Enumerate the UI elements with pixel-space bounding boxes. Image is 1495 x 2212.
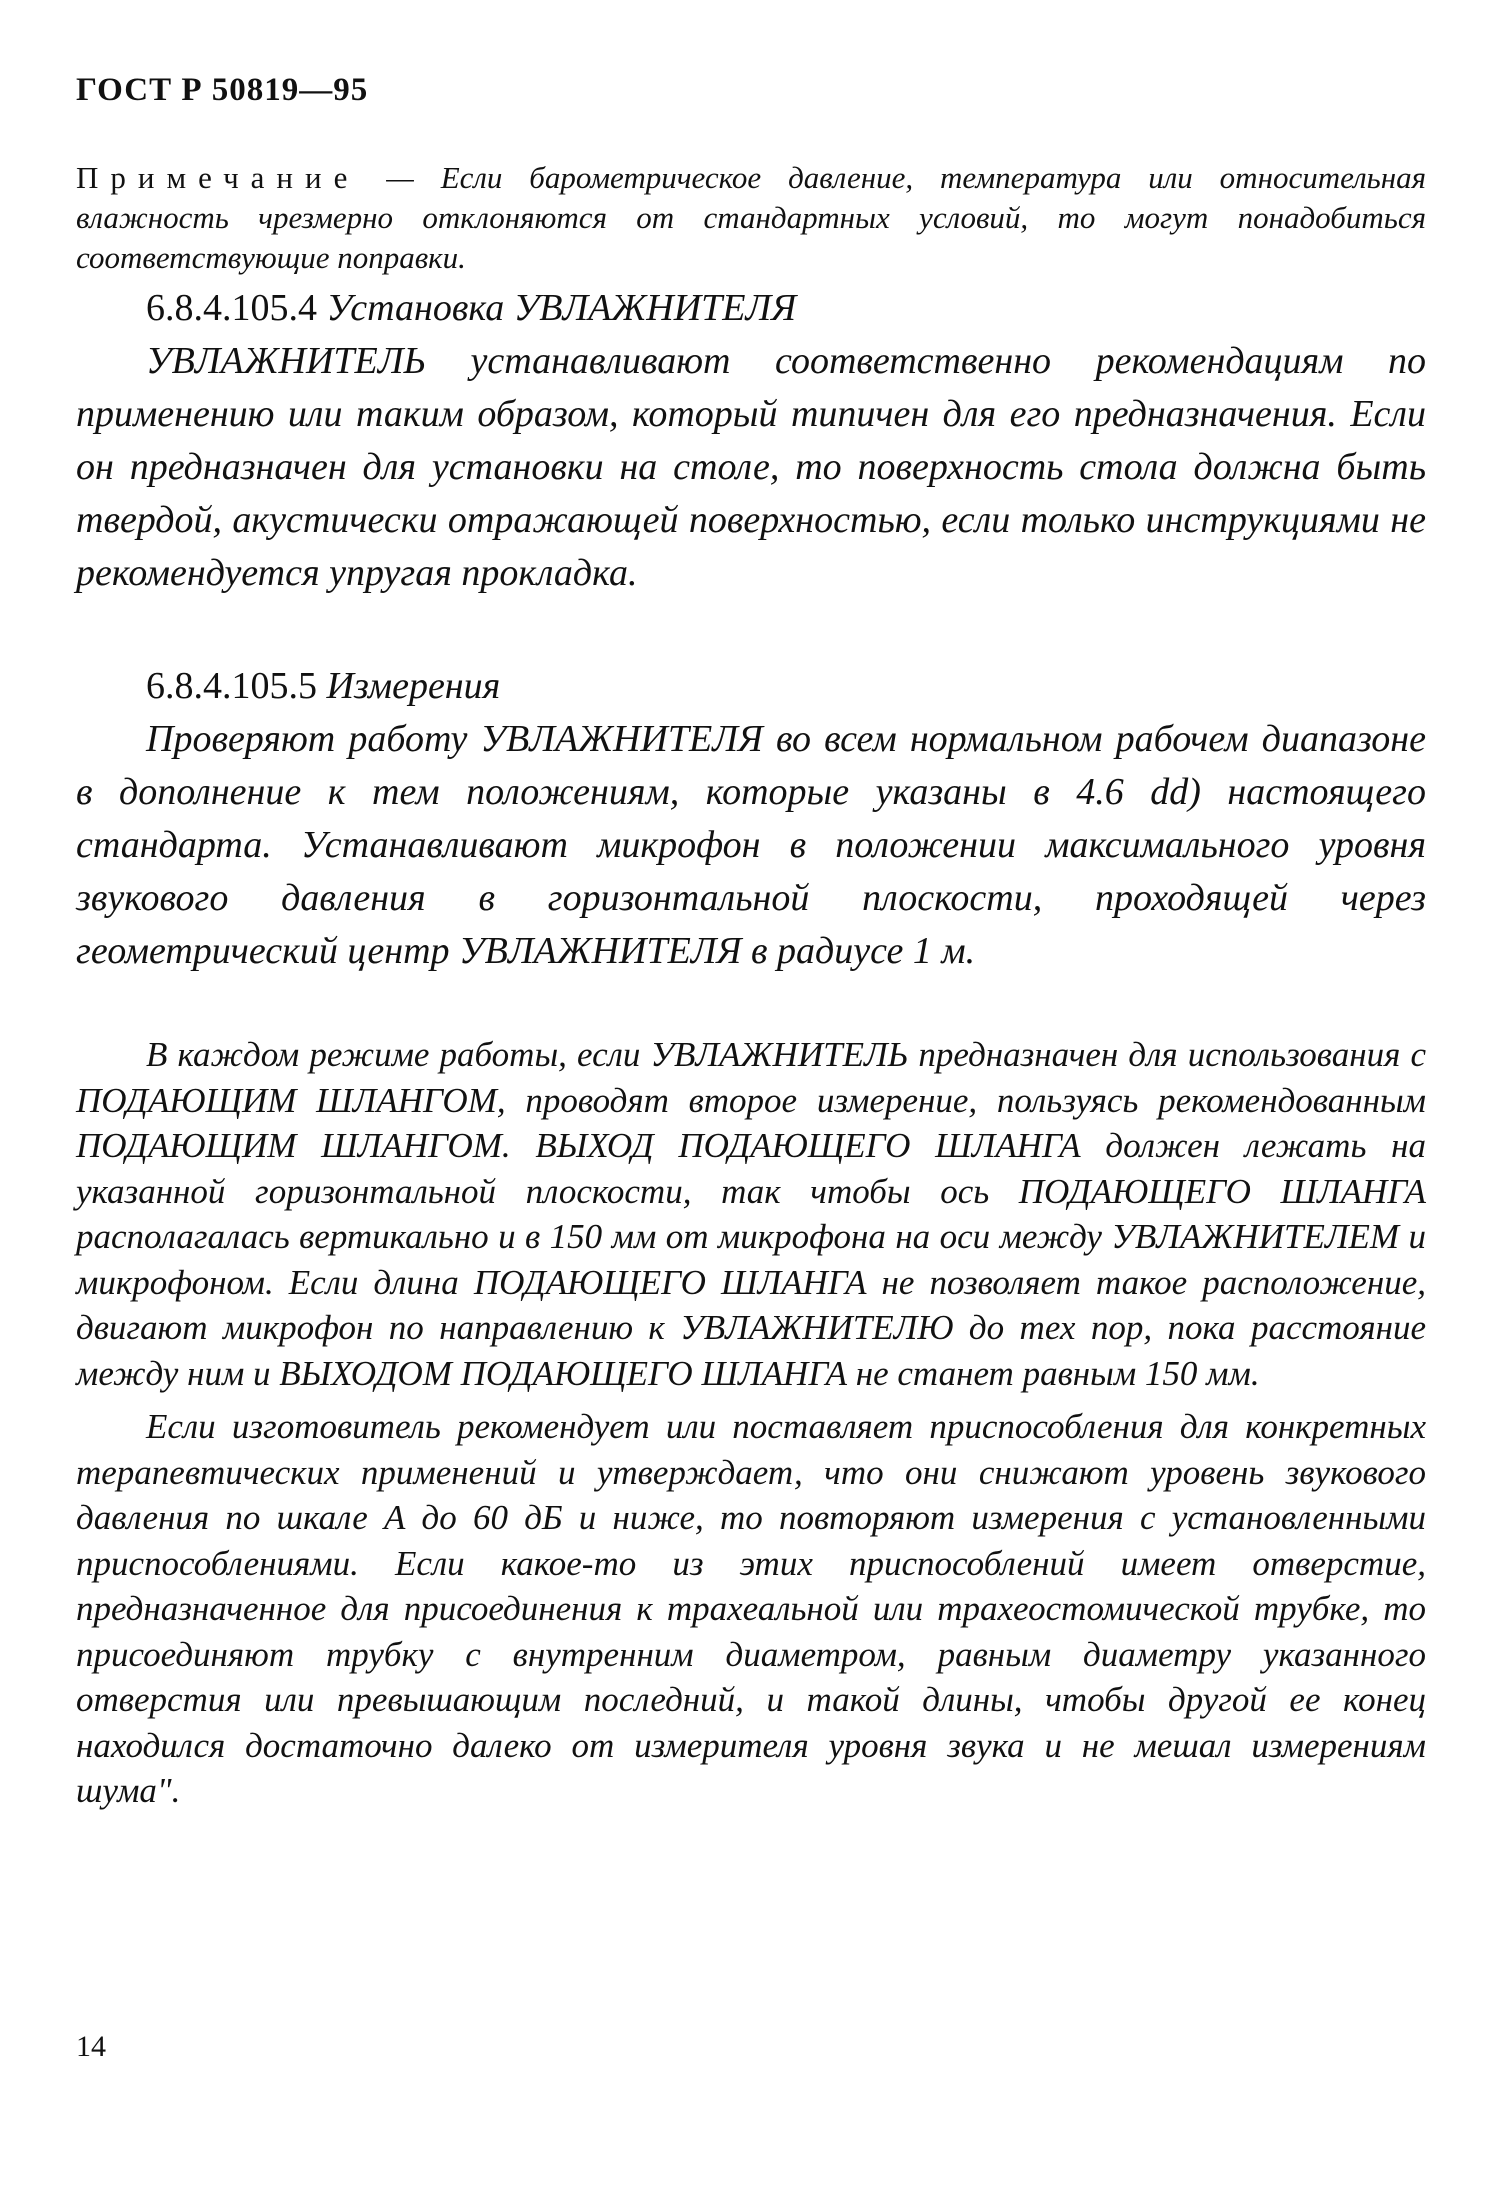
paragraph-attachments: Если изготовитель рекомендует или поставляет приспособления для конкретных терапевтических применений и утверждает, что они снижают уровень звукового давления по шкале А до 60 дБ и ниже, то повторяют измерения с установленными приспособлениями. Если какое-то из этих приспособлений имеет отверстие, предназначенное для присоединения к трахеальной или трахеостомической трубке, то присоединяют трубку с внутренним диаметром, равным диаметру указанного отверстия или превышающим последний, и такой длины, чтобы другой ее конец находился достаточно далеко от измерителя уровня звука и не мешал измерениям шума". <box>76 1407 1426 1810</box>
section-title: Измерения <box>326 665 501 707</box>
section-paragraph: Проверяют работу УВЛАЖНИТЕЛЯ во всем нормальном рабочем диапазоне в дополнение к тем положениям, которые указаны в 4.6 dd) настоящего стандарта. Устанавливают микрофон в положении максимального уровня звукового давления в горизонтальной плоскости, проходящей через геометрический центр УВЛАЖНИТЕЛЯ в радиусе 1 м. <box>76 718 1426 972</box>
section-number: 6.8.4.105.4 <box>146 287 317 329</box>
section-measurements <box>76 660 1426 978</box>
note-text: — Если барометрическое давление, температура или относительная влажность чрезмерно отклоняются от стандартных условий, то могут понадобиться соответствующие поправки. <box>76 160 1426 275</box>
section-heading <box>76 660 1426 713</box>
section-title: Установка УВЛАЖНИТЕЛЯ <box>326 287 797 329</box>
document-header: ГОСТ Р 50819—95 <box>76 72 369 108</box>
paragraph-feeding-hose: В каждом режиме работы, если УВЛАЖНИТЕЛЬ предназначен для использования с ПОДАЮЩИМ ШЛАНГОМ, проводят второе измерение, пользуясь рекомендованным ПОДАЮЩИМ ШЛАНГОМ. ВЫХОД ПОДАЮЩЕГО ШЛАНГА должен лежать на указанной горизонтальной плоскости, так чтобы ось ПОДАЮЩЕГО ШЛАНГА располагалась вертикально и в 150 мм от микрофона на оси между УВЛАЖНИТЕЛЕМ и микрофоном. Если длина ПОДАЮЩЕГО ШЛАНГА не позволяет такое расположение, двигают микрофон по направлению к УВЛАЖНИТЕЛЮ до тех пор, пока расстояние между ним и ВЫХОДОМ ПОДАЮЩЕГО ШЛАНГА не станет равным 150 мм. <box>76 1035 1426 1393</box>
note-block <box>76 158 1426 278</box>
note-label: Примечание <box>76 160 360 195</box>
section-installation <box>76 282 1426 600</box>
measurement-details <box>76 1032 1426 1822</box>
page-number: 14 <box>76 2030 106 2063</box>
section-heading <box>76 282 1426 335</box>
section-paragraph: УВЛАЖНИТЕЛЬ устанавливают соответственно рекомендациям по применению или таким образом, который типичен для его предназначения. Если он предназначен для установки на столе, то поверхность стола должна быть твердой, акустически отражающей поверхностью, если только инструкциями не рекомендуется упругая прокладка. <box>76 340 1426 594</box>
section-number: 6.8.4.105.5 <box>146 665 317 707</box>
